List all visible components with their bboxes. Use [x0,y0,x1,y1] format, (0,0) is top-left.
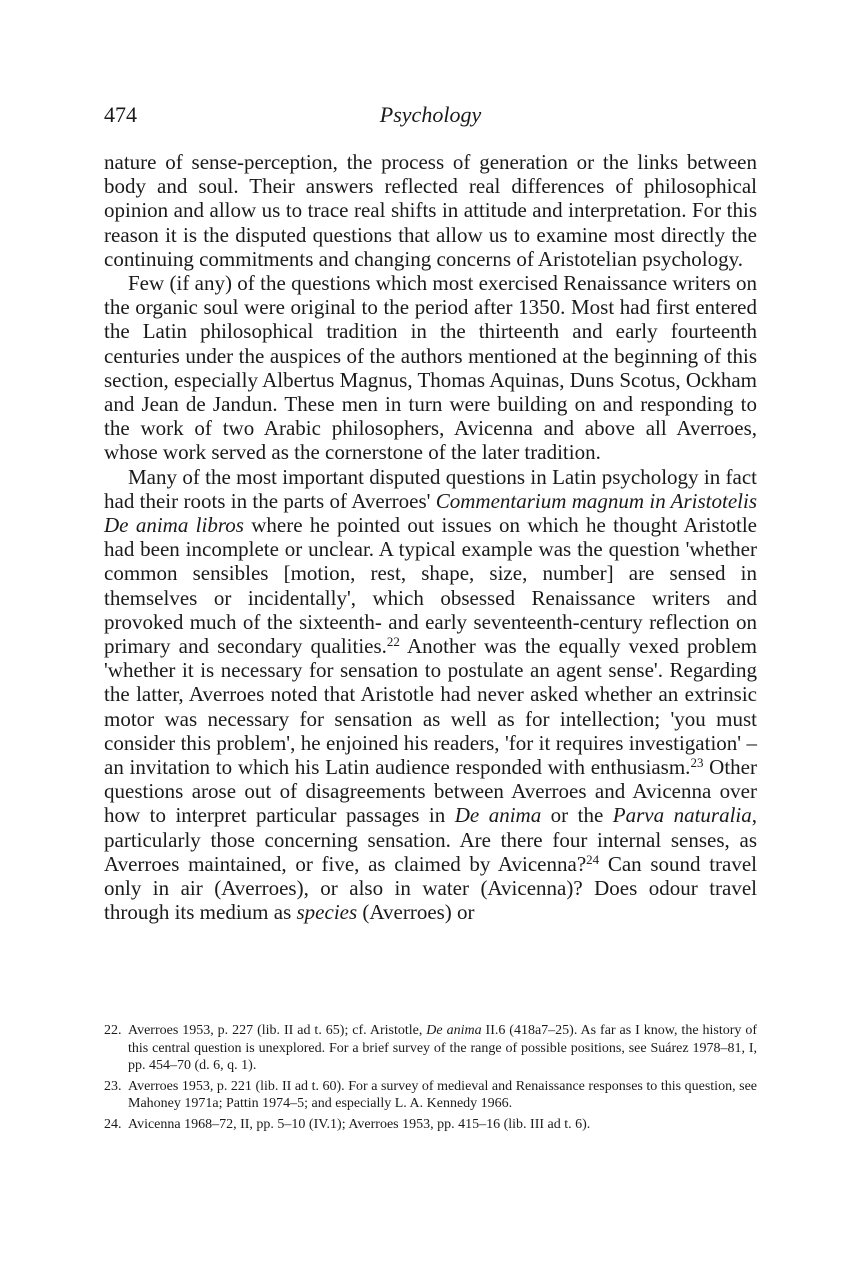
footnote-number: 22. [104,1023,122,1038]
footnote-24 [104,1116,757,1134]
text-segment: or the [541,803,613,828]
text-segment: Averroes 1953, p. 227 (lib. II ad t. 65); cf. Aristotle, [128,1023,427,1038]
text-segment: (Averroes) or [357,900,475,925]
running-title: Psychology [379,102,482,127]
text-segment: Other questions arose out of disagreements between Averroes and Avicenna over how to interpret particular passages in [104,755,757,828]
text-segment: where he pointed out issues on which he thought Aristotle had been incomplete or unclear. A typical example was the question 'whether common sensibles [motion, rest, shape, size, number] are sensed in themselves or incidentally', which obsessed Renaissance writers and provoked much of the sixteenth- and early seventeenth-century reflection on primary and secondary qualities. [104,513,757,659]
paragraph-2 [104,271,757,465]
text-segment: Avicenna 1968–72, II, pp. 5–10 (IV.1); Averroes 1953, pp. 415–16 (lib. III ad t. 6). [128,1116,591,1132]
body-text [104,150,757,925]
book-title: De anima [426,1023,482,1038]
text-segment: II.6 (418a7–25). As far as I know, the history of this central question is unexplored. For a brief survey of the range of possible positions, see Suárez 1978–81, I, pp. 454–70 (d. 6, q. 1). [128,1023,757,1074]
text-segment: , particularly those concerning sensation. Are there four internal senses, as Averroes maintained, or five, as claimed by Avicenna? [104,803,757,876]
footnote-number: 24. [104,1116,122,1132]
footnote-23 [104,1078,757,1113]
footnote-ref-22: 22 [386,634,400,650]
footnote-22 [104,1022,757,1075]
footnotes [104,1022,757,1137]
paragraph-1 [104,150,757,271]
footnote-ref-23: 23 [690,755,704,771]
book-title: De anima [454,803,542,828]
book-title: Commentarium magnum in Aristotelis De anima libros [104,488,757,538]
book-title: Parva naturalia [612,803,752,828]
text-segment: nature of sense-perception, the process of generation or the links between body and soul. Their answers reflected real differences of philosophical opinion and allow us to trace real shifts in attitude and interpretation. For this reason it is the disputed questions that allow us to examine most directly the continuing commitments and changing concerns of Aristotelian psychology. [104,150,757,271]
italic-term: species [296,900,358,925]
text-segment: Averroes 1953, p. 221 (lib. II ad t. 60). For a survey of medieval and Renaissance responses to this question, see Mahoney 1971a; Pattin 1974–5; and especially L. A. Kennedy 1966. [128,1078,757,1112]
text-segment: Many of the most important disputed questions in Latin psychology in fact had their roots in the parts of Averroes' [104,464,757,513]
paragraph-3 [104,465,757,925]
page-number: 474 [104,102,137,127]
text-segment: Another was the equally vexed problem 'whether it is necessary for sensation to postulate an agent sense'. Regarding the latter, Averroes noted that Aristotle had never asked whether an extrinsic motor was necessary for sensation as well as for intellection; 'you must consider this problem', he enjoined his readers, 'for it requires investigation' – an invitation to which his Latin audience responded with enthusiasm. [104,634,758,780]
footnote-number: 23. [104,1078,122,1094]
footnote-ref-24: 24 [586,851,600,867]
text-segment: Few (if any) of the questions which most exercised Renaissance writers on the organic soul were original to the period after 1350. Most had first entered the Latin philosophical tradition in the thirteenth and early fourteenth centuries under the auspices of the authors mentioned at the beginning of this section, especially Albertus Magnus, Thomas Aquinas, Duns Scotus, Ockham and Jean de Jandun. These men in turn were building on and responding to the work of two Arabic philosophers, Avicenna and above all Averroes, whose work served as the cornerstone of the later tradition. [104,271,757,465]
text-segment: Can sound travel only in air (Averroes), or also in water (Avicenna)? Does odour travel through its medium as [104,851,758,925]
